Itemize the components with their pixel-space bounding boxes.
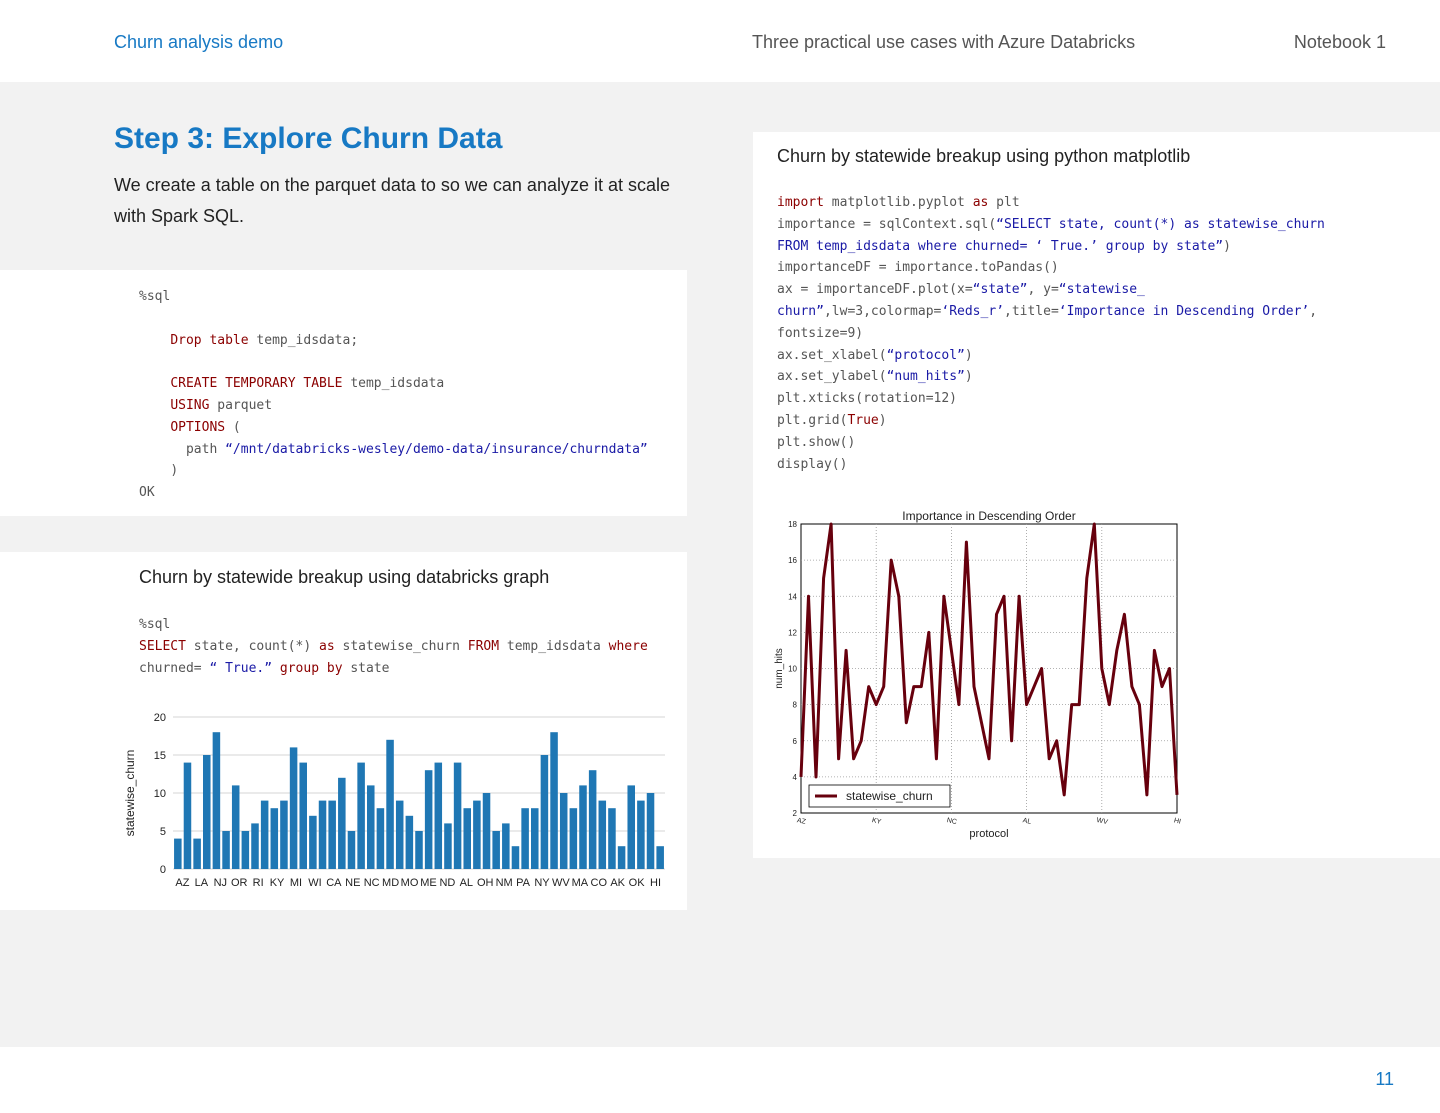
x-tick-label: NC [946,817,958,827]
bar [656,846,664,869]
code-block [139,286,648,504]
page-header [0,0,1440,82]
code-text: ,title= [1004,303,1059,319]
x-tick-label: AZ [796,817,807,826]
x-tick-label: MO [400,877,419,889]
bar [589,770,597,869]
code-text: matplotlib.pyplot [823,195,973,210]
x-tick-label: OK [628,877,645,889]
code-text: state, count(*) [185,638,320,654]
code-text: state [342,660,390,676]
sql-cell-create-table [0,270,687,516]
bar [435,763,443,869]
code-string: “statewise_ [1058,282,1145,298]
bar [454,763,462,869]
x-tick-label: NM [495,877,513,889]
bar [406,816,414,869]
bar [299,763,307,869]
x-tick-label: NE [345,877,361,889]
x-tick-label: MI [289,877,303,889]
bar [203,755,211,869]
code-string: churn” [777,303,824,319]
bar [184,763,192,869]
code-string: “/mnt/databricks-wesley/demo-data/insurance/churndata” [225,441,648,457]
plot-area [801,524,1177,813]
code-keyword: group by [279,660,343,676]
y-tick-label: 0 [159,864,166,876]
code-text: , y= [1027,282,1059,298]
bar [599,801,607,869]
code-text: display() [777,456,848,472]
code-text: temp_idsdata [342,376,445,392]
x-tick-label: NJ [213,877,228,889]
code-keyword: SELECT [139,638,186,654]
code-text: plt [988,195,1020,210]
bar [261,801,269,869]
x-tick-label: PA [516,877,531,889]
x-tick-label: HI [650,877,662,889]
code-text: ax = importanceDF.plot(x= [777,282,973,298]
y-tick-label: 2 [792,809,797,818]
bar [367,785,375,869]
bar [232,785,240,869]
code-text: fontsize=9) [777,325,864,341]
y-tick-label: 12 [788,628,797,638]
bar [627,785,635,869]
code-text: ) [170,463,179,479]
legend-label: statewise_churn [846,789,933,803]
y-axis-label: num_hits [774,648,785,689]
bar [280,801,288,869]
y-tick-label: 5 [159,826,166,838]
code-string: “state” [972,282,1028,298]
bar [319,801,327,869]
bar [222,831,230,869]
x-tick-label: AL [1021,817,1032,826]
code-text: statewise_churn [334,638,468,654]
bar [290,747,298,869]
y-tick-label: 6 [792,736,797,746]
x-tick-label: MD [382,877,400,889]
bar [444,823,452,869]
python-cell-line-chart [753,132,1440,858]
doc-title: Three practical use cases with Azure Databricks [752,32,1136,52]
bar [357,763,365,869]
bar [541,755,549,869]
x-tick-label: NC [363,877,380,889]
bar [251,823,259,869]
bar [473,801,481,869]
x-tick-label: KY [871,817,882,826]
code-text: parquet [209,397,273,413]
y-tick-label: 18 [788,520,797,529]
bar [396,801,404,869]
bar [425,770,433,869]
x-tick-label: CA [326,877,342,889]
x-tick-label: AZ [175,877,190,889]
bar [502,823,510,869]
y-tick-label: 20 [153,712,166,724]
step-heading: Step 3: Explore Churn Data [114,122,503,155]
x-tick-label: LA [194,877,209,889]
bar [512,846,520,869]
bar [348,831,356,869]
code-keyword: import [777,195,824,210]
line-chart [753,132,1440,858]
code-text: ( [225,419,241,435]
x-tick-label: KY [269,877,285,889]
code-keyword: USING [170,397,210,413]
y-tick-label: 8 [792,700,797,710]
code-text: ) [878,412,887,428]
notebook-label: Notebook 1 [1293,32,1386,52]
code-text: plt.show() [777,434,856,450]
code-keyword: FROM [467,638,500,654]
bar [463,808,471,869]
bar [550,732,558,869]
bar [492,831,500,869]
bar [213,732,221,869]
bar [570,808,578,869]
magic-command: %sql [139,289,171,304]
x-tick-label: OH [476,877,494,889]
code-keyword: True [847,412,879,428]
bar [377,808,385,869]
bar [415,831,423,869]
cell-title: Churn by statewide breakup using python matplotlib [777,146,1191,166]
page-number: 11 [1375,1069,1394,1089]
x-tick-label: WV [1095,816,1109,827]
y-tick-label: 4 [792,772,797,782]
code-keyword: OPTIONS [170,419,226,435]
code-keyword: CREATE TEMPORARY TABLE [170,376,343,392]
code-text: temp_idsdata; [248,332,359,348]
x-tick-label: AL [459,877,474,889]
code-text: ) [1223,238,1231,254]
bar [174,839,182,869]
bar [328,801,336,869]
x-tick-label: CO [590,877,608,889]
bar [338,778,346,869]
code-text: importanceDF = importance.toPandas() [777,260,1059,276]
bar [618,846,626,869]
bar [242,831,250,869]
code-text: importance = sqlContext.sql( [777,216,997,232]
y-tick-label: 10 [153,788,166,800]
code-text: temp_idsdata [499,638,609,654]
bar [271,808,279,869]
code-text: churned= [139,660,210,676]
x-tick-label: WV [552,877,570,889]
y-tick-label: 14 [788,592,797,602]
code-text: ) [964,369,973,385]
bar [579,785,587,869]
intro-paragraph: We create a table on the parquet data to so we can analyze it at scale with Spark SQL. [114,175,671,226]
bar [483,793,491,869]
bar [309,816,317,869]
bar [386,740,394,869]
x-tick-label: OR [230,877,248,889]
x-tick-label: HI [1173,817,1182,826]
code-text: ax.set_ylabel( [777,369,887,385]
code-string: ‘Reds_r’ [941,303,1004,319]
cell-title: Churn by statewide breakup using databricks graph [139,567,550,587]
x-axis-label: protocol [969,828,1009,840]
x-tick-label: MA [571,877,589,889]
code-string: “num_hits” [886,369,965,385]
code-text: ax.set_xlabel( [777,347,887,363]
y-axis-label: statewise_churn [123,749,137,837]
code-text: , [1309,303,1318,319]
bar-chart [0,552,687,910]
code-text: ,lw=3,colormap= [823,303,942,319]
bar [608,808,616,869]
code-text: path [170,441,226,457]
x-tick-label: ME [420,877,437,889]
x-tick-label: NY [534,877,550,889]
bar [637,801,645,869]
code-text: plt.xticks(rotation=12) [777,391,958,407]
chart-title: Importance in Descending Order [902,509,1076,523]
code-keyword: where [608,638,648,654]
doc-section-title: Churn analysis demo [114,32,284,52]
magic-command: %sql [139,617,171,632]
code-string: FROM temp_idsdata where churned= ‘ True.’ group by state” [777,238,1224,254]
code-text: plt.grid( [777,412,848,428]
x-tick-label: AK [610,877,626,889]
bar [647,793,655,869]
code-keyword: as [319,638,335,654]
x-tick-label: WI [308,877,322,889]
code-text: ) [964,347,973,363]
bar [193,839,201,869]
y-tick-label: 15 [153,750,166,762]
code-keyword: as [972,195,989,210]
x-tick-label: ND [439,877,456,889]
cell-result: OK [139,485,155,501]
bar [531,808,539,869]
x-tick-label: RI [252,877,264,889]
code-string: “ True.” [209,660,273,676]
code-string: “SELECT state, count(*) as statewise_churn [996,216,1325,232]
sql-cell-bar-chart [0,552,687,910]
bar [560,793,568,869]
y-tick-label: 16 [788,556,797,566]
code-string: “protocol” [886,347,965,363]
y-tick-label: 10 [788,664,797,674]
code-string: ‘Importance in Descending Order’ [1058,303,1310,319]
bar [521,808,529,869]
code-keyword: Drop table [170,332,249,348]
